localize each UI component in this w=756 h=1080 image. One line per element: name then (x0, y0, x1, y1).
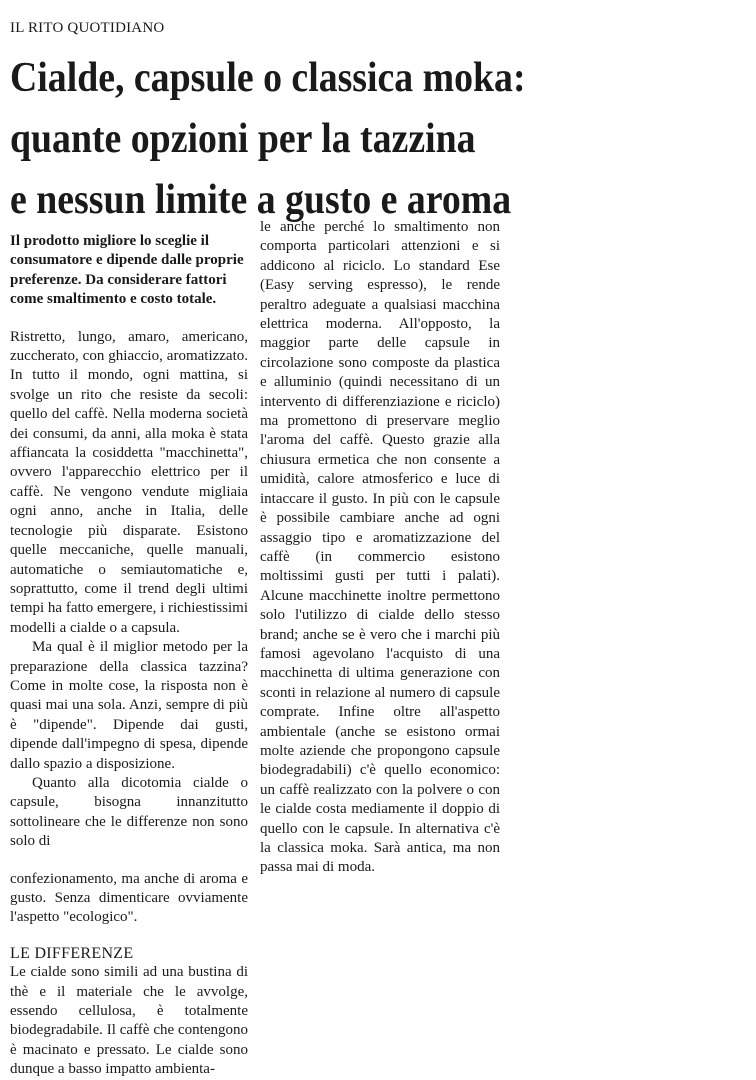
headline-line-3: e nessun limite a gusto e aroma (10, 177, 512, 223)
section-paragraph: Le cialde sono simili ad una bustina di thè e il materiale che le avvolge, essendo cellulosa, è totalmente biodegradabile. Il caffè che contengono è macinato e pressato. Le cialde sono dunque a basso impatto ambienta- (10, 964, 248, 1078)
body-paragraph-2: Ma qual è il miglior metodo per la preparazione della classica tazzina? Come in molte cose, la risposta non è quasi mai una sola. Anzi, sempre di più è "dipende". Dipende dai gusti, dipende dall'impegno di spesa, dipende dallo spazio a disposizione. (10, 639, 248, 772)
article-column-left (10, 232, 248, 1080)
headline-line-2: quante opzioni per la tazzina (10, 116, 476, 162)
body-paragraph-3: Quanto alla dicotomia cialde o capsule, bisogna innanzitutto sottolineare che le differenze non sono solo di (10, 774, 248, 850)
article-kicker: IL RITO QUOTIDIANO (10, 20, 165, 36)
article-summary: Il prodotto migliore lo sceglie il consumatore e dipende dalle proprie preferenze. Da considerare fattori come smaltimento e costo totale. (10, 233, 244, 308)
headline-line-1: Cialde, capsule o classica moka: (10, 55, 526, 101)
body-paragraph-right: le anche perché lo smaltimento non comporta particolari attenzioni e si addicono al riciclo. Lo standard Ese (Easy serving espresso), le rende peraltro adeguate a qualsiasi macchina elettrica moderna. All'opposto, la maggior parte delle capsule in circolazione sono composte da plastica e alluminio (quindi necessitano di un intervento di differenziazione e riciclo) ma promettono di preservare meglio l'aroma del caffè. Questo grazie alla chiusura ermetica che non consente a umidità, calore atmosferico e luce di intaccare il gusto. In più con le capsule è possibile cambiare anche ad ogni assaggio tipo e aromatizzazione del caffè (in commercio esistono moltissimi gusti per tutti i palati). Alcune macchinette inoltre permettono solo l'utilizzo di cialde dello stesso brand; anche se è vero che i marchi più famosi agevolano l'acquisto di una macchinetta di ultima generazione con sconti in relazione al numero di capsule comprate. Infine oltre all'aspetto ambientale (anche se esistono ormai molte aziende che propongono capsule biodegradabili) c'è quello economico: un caffè realizzato con la polvere o con le cialde costa mediamente il doppio di quello con le capsule. In alternativa c'è la classica moka. Sarà antica, ma non passa mai di moda. (260, 219, 500, 876)
article-headline (10, 48, 672, 231)
body-paragraph-1: Ristretto, lungo, amaro, americano, zuccherato, con ghiaccio, aromatizzato. In tutto il mondo, ogni mattina, si svolge un rito che resiste da secoli: quello del caffè. Nella moderna società dei consumi, da anni, alla moka è stata affiancata la cosiddetta "macchinetta", ovvero l'apparecchio elettrico per il caffè. Ne vengono vendute migliaia ogni anno, anche in Italia, delle tecnologie più disparate. Esistono quelle meccaniche, quelle manuali, automatiche o semiautomatiche e, soprattutto, come il trend degli ultimi tempi ha fatto emergere, i richiestissimi modelli a cialde o a capsula. (10, 328, 248, 636)
section-title: LE DIFFERENZE (10, 944, 134, 962)
article-column-right (260, 218, 500, 878)
body-paragraph-continuation: confezionamento, ma anche di aroma e gusto. Senza dimenticare ovviamente l'aspetto "ecologico". (10, 870, 248, 926)
